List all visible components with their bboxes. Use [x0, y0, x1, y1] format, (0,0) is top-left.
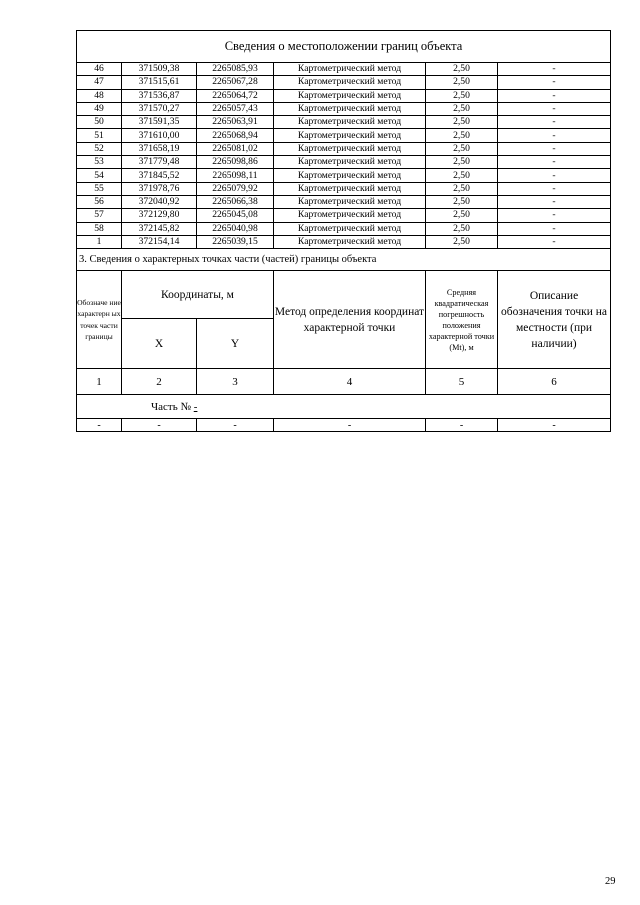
error-cell: 2,50	[426, 116, 498, 129]
header-description: Описание обозначения точки на местности (при наличии)	[498, 271, 611, 369]
coordinate-row	[77, 142, 611, 155]
point-number-cell: 52	[77, 142, 122, 155]
y-coordinate-cell: 2265045,08	[197, 209, 274, 222]
method-cell: Картометрический метод	[274, 235, 426, 248]
method-cell: Картометрический метод	[274, 63, 426, 76]
x-coordinate-cell: 371509,38	[122, 63, 197, 76]
boundary-table	[76, 30, 611, 432]
point-number-cell: 46	[77, 63, 122, 76]
x-coordinate-cell: 371845,52	[122, 169, 197, 182]
part-value: -	[193, 400, 198, 413]
method-cell: Картометрический метод	[274, 222, 426, 235]
method-cell: Картометрический метод	[274, 209, 426, 222]
y-coordinate-cell: 2265098,86	[197, 156, 274, 169]
error-cell: 2,50	[426, 222, 498, 235]
x-coordinate-cell: 371779,48	[122, 156, 197, 169]
header-y: Y	[197, 319, 274, 369]
method-cell: Картометрический метод	[274, 169, 426, 182]
description-cell: -	[498, 235, 611, 248]
description-cell: -	[498, 76, 611, 89]
header-error: Средняя квадратическая погрешность положения характерной точки (Mt), м	[426, 271, 498, 369]
x-coordinate-cell: 371610,00	[122, 129, 197, 142]
method-cell: Картометрический метод	[274, 195, 426, 208]
coordinate-row	[77, 235, 611, 248]
error-cell: 2,50	[426, 209, 498, 222]
coordinate-row	[77, 209, 611, 222]
point-number-cell: 55	[77, 182, 122, 195]
error-cell: 2,50	[426, 102, 498, 115]
page-number: 29	[605, 876, 616, 887]
point-number-cell: 50	[77, 116, 122, 129]
dash-cell: -	[197, 419, 274, 432]
error-cell: 2,50	[426, 63, 498, 76]
part-cell	[77, 395, 611, 419]
part-label: Часть №	[151, 400, 191, 413]
point-number-cell: 49	[77, 102, 122, 115]
coordinate-row	[77, 222, 611, 235]
coordinate-row	[77, 182, 611, 195]
column-number: 1	[77, 369, 122, 395]
method-cell: Картометрический метод	[274, 156, 426, 169]
dash-cell: -	[274, 419, 426, 432]
coordinate-row	[77, 89, 611, 102]
y-coordinate-cell: 2265068,94	[197, 129, 274, 142]
error-cell: 2,50	[426, 235, 498, 248]
x-coordinate-cell: 372129,80	[122, 209, 197, 222]
coordinate-row	[77, 195, 611, 208]
error-cell: 2,50	[426, 129, 498, 142]
coordinate-row	[77, 102, 611, 115]
y-coordinate-cell: 2265064,72	[197, 89, 274, 102]
part-row	[77, 395, 611, 419]
dash-cell: -	[426, 419, 498, 432]
y-coordinate-cell: 2265081,02	[197, 142, 274, 155]
x-coordinate-cell: 371515,61	[122, 76, 197, 89]
y-coordinate-cell: 2265079,92	[197, 182, 274, 195]
method-cell: Картометрический метод	[274, 142, 426, 155]
description-cell: -	[498, 89, 611, 102]
description-cell: -	[498, 142, 611, 155]
method-cell: Картометрический метод	[274, 76, 426, 89]
description-cell: -	[498, 182, 611, 195]
error-cell: 2,50	[426, 195, 498, 208]
x-coordinate-cell: 371591,35	[122, 116, 197, 129]
coordinate-row	[77, 63, 611, 76]
point-number-cell: 51	[77, 129, 122, 142]
point-number-cell: 53	[77, 156, 122, 169]
description-cell: -	[498, 195, 611, 208]
method-cell: Картометрический метод	[274, 116, 426, 129]
coordinate-row	[77, 116, 611, 129]
empty-data-row	[77, 419, 611, 432]
description-cell: -	[498, 222, 611, 235]
error-cell: 2,50	[426, 89, 498, 102]
method-cell: Картометрический метод	[274, 102, 426, 115]
point-number-cell: 47	[77, 76, 122, 89]
description-cell: -	[498, 169, 611, 182]
x-coordinate-cell: 371570,27	[122, 102, 197, 115]
description-cell: -	[498, 102, 611, 115]
description-cell: -	[498, 209, 611, 222]
error-cell: 2,50	[426, 182, 498, 195]
y-coordinate-cell: 2265057,43	[197, 102, 274, 115]
error-cell: 2,50	[426, 156, 498, 169]
coordinate-row	[77, 156, 611, 169]
section-title: Сведения о местоположении границ объекта	[77, 31, 611, 63]
section3-title: 3. Сведения о характерных точках части (частей) границы объекта	[77, 249, 611, 271]
error-cell: 2,50	[426, 76, 498, 89]
column-number: 2	[122, 369, 197, 395]
header-x: X	[122, 319, 197, 369]
column-number: 3	[197, 369, 274, 395]
y-coordinate-cell: 2265098,11	[197, 169, 274, 182]
column-numbers-row	[77, 369, 611, 395]
description-cell: -	[498, 116, 611, 129]
header-method: Метод определения координат характерной точки	[274, 271, 426, 369]
x-coordinate-cell: 371658,19	[122, 142, 197, 155]
point-number-cell: 48	[77, 89, 122, 102]
method-cell: Картометрический метод	[274, 89, 426, 102]
y-coordinate-cell: 2265067,28	[197, 76, 274, 89]
y-coordinate-cell: 2265039,15	[197, 235, 274, 248]
header-coordinates: Координаты, м	[122, 271, 274, 319]
point-number-cell: 56	[77, 195, 122, 208]
y-coordinate-cell: 2265085,93	[197, 63, 274, 76]
dash-cell: -	[498, 419, 611, 432]
column-number: 4	[274, 369, 426, 395]
error-cell: 2,50	[426, 169, 498, 182]
method-cell: Картометрический метод	[274, 182, 426, 195]
column-number: 5	[426, 369, 498, 395]
point-number-cell: 58	[77, 222, 122, 235]
point-number-cell: 1	[77, 235, 122, 248]
description-cell: -	[498, 129, 611, 142]
y-coordinate-cell: 2265063,91	[197, 116, 274, 129]
y-coordinate-cell: 2265040,98	[197, 222, 274, 235]
method-cell: Картометрический метод	[274, 129, 426, 142]
coordinate-row	[77, 76, 611, 89]
description-cell: -	[498, 156, 611, 169]
point-number-cell: 54	[77, 169, 122, 182]
coordinate-row	[77, 169, 611, 182]
x-coordinate-cell: 372040,92	[122, 195, 197, 208]
document-page	[76, 30, 610, 432]
y-coordinate-cell: 2265066,38	[197, 195, 274, 208]
dash-cell: -	[77, 419, 122, 432]
x-coordinate-cell: 372145,82	[122, 222, 197, 235]
coordinate-row	[77, 129, 611, 142]
column-number: 6	[498, 369, 611, 395]
dash-cell: -	[122, 419, 197, 432]
point-number-cell: 57	[77, 209, 122, 222]
header-designation: Обозначе ние характерн ых точек части границы	[77, 271, 122, 369]
x-coordinate-cell: 371978,76	[122, 182, 197, 195]
description-cell: -	[498, 63, 611, 76]
x-coordinate-cell: 372154,14	[122, 235, 197, 248]
x-coordinate-cell: 371536,87	[122, 89, 197, 102]
error-cell: 2,50	[426, 142, 498, 155]
